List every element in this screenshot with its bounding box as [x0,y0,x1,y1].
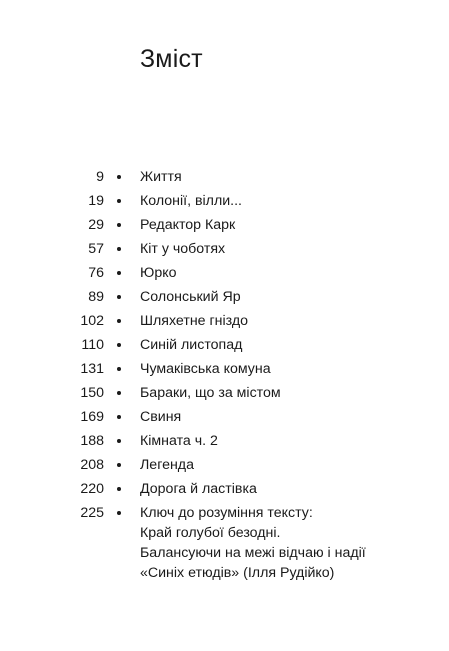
toc-entry-title: Кімната ч. 2 [140,433,218,449]
toc-entry-title-line: Балансуючи на межі відчаю і надії [140,545,366,561]
toc-page-number: 110 [81,337,104,353]
bullet-icon [117,199,121,203]
toc-page-number: 150 [80,385,104,401]
bullet-icon [117,175,121,179]
toc-entry [0,429,449,453]
bullet-icon [117,247,121,251]
bullet-icon [117,463,121,467]
bullet-icon [117,343,121,347]
toc-entry [0,213,449,237]
toc-entry-title: Юрко [140,265,177,281]
bullet-icon [117,223,121,227]
toc-entry [0,261,449,285]
toc-entry [0,165,449,189]
toc-entry [0,381,449,405]
toc-page-number: 131 [80,361,104,377]
bullet-icon [117,367,121,371]
toc-entry [0,453,449,477]
bullet-icon [117,271,121,275]
toc-entry [0,501,449,583]
table-of-contents [0,165,449,583]
toc-entry-title: Редактор Карк [140,217,236,233]
toc-entry-title: Шляхетне гніздо [140,313,249,329]
toc-page-number: 220 [80,481,104,497]
toc-entry-title: Легенда [140,457,194,473]
toc-entry-title-line: Ключ до розуміння тексту: [140,505,313,521]
toc-entry-title: Синій листопад [140,337,243,353]
toc-page-number: 89 [88,289,104,305]
toc-entry [0,477,449,501]
bullet-icon [117,511,121,515]
toc-entry [0,309,449,333]
bullet-icon [117,487,121,491]
toc-page-number: 19 [88,193,104,209]
toc-entry-title [140,501,449,583]
toc-entry-title: Колонії, вілли... [140,193,242,209]
toc-entry-title: Чумаківська комуна [140,361,271,377]
toc-entry-title: Дорога й ластівка [140,481,257,497]
toc-page-number: 169 [80,409,104,425]
toc-entry [0,333,449,357]
bullet-icon [117,295,121,299]
toc-page-number: 102 [80,313,104,329]
bullet-icon [117,415,121,419]
toc-entry [0,357,449,381]
toc-page-number: 208 [80,457,104,473]
toc-entry-title: Солонський Яр [140,289,241,305]
toc-entry-title: Бараки, що за містом [140,385,281,401]
toc-entry-title: Життя [140,169,182,185]
bullet-icon [117,319,121,323]
toc-page-number: 225 [80,505,104,521]
toc-entry [0,285,449,309]
bullet-icon [117,439,121,443]
toc-entry-title: Кіт у чоботях [140,241,226,257]
toc-entry-title-line: Край голубої безодні. [140,525,281,541]
toc-page-number: 57 [88,241,104,257]
toc-entry-title-line: «Синіх етюдів» (Ілля Рудійко) [140,565,335,581]
toc-entry-title: Свиня [140,409,182,425]
page-title: Зміст [140,45,203,73]
toc-page-number: 9 [96,169,104,185]
toc-page-number: 188 [80,433,104,449]
bullet-icon [117,391,121,395]
toc-entry [0,237,449,261]
toc-entry [0,405,449,429]
toc-entry [0,189,449,213]
toc-page-number: 29 [88,217,104,233]
toc-page-number: 76 [88,265,104,281]
